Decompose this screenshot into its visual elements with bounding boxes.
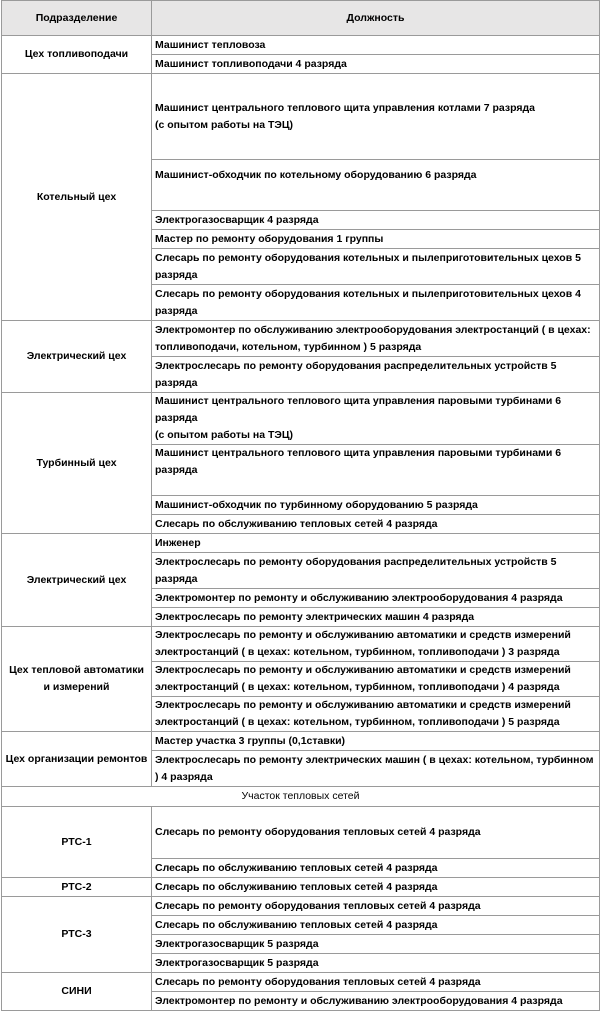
position-cell: Машинист центрального теплового щита управления паровыми турбинами 6 разряда (с опытом работы на ТЭЦ) — [152, 393, 600, 445]
department-cell: Турбинный цех — [2, 393, 152, 534]
department-cell: Электрический цех — [2, 534, 152, 627]
position-cell: Машинист тепловоза — [152, 36, 600, 55]
department-cell: Цех топливоподачи — [2, 36, 152, 74]
department-cell: Цех организации ремонтов — [2, 732, 152, 787]
position-cell: Слесарь по ремонту оборудования котельных и пылеприготовительных цехов 5 разряда — [152, 249, 600, 285]
position-cell: Слесарь по обслуживанию тепловых сетей 4 разряда — [152, 515, 600, 534]
table-row — [2, 74, 600, 160]
table-row — [2, 393, 600, 445]
position-cell: Инженер — [152, 534, 600, 553]
table-row — [2, 36, 600, 55]
position-cell: Электрогазосварщик 5 разряда — [152, 935, 600, 954]
position-cell: Машинист центрального теплового щита управления паровыми турбинами 6 разряда — [152, 445, 600, 496]
position-cell: Слесарь по ремонту оборудования котельных и пылеприготовительных цехов 4 разряда — [152, 285, 600, 321]
position-cell: Электрослесарь по ремонту электрических машин 4 разряда — [152, 608, 600, 627]
position-cell: Слесарь по обслуживанию тепловых сетей 4 разряда — [152, 878, 600, 897]
header-department: Подразделение — [2, 1, 152, 36]
department-cell: РТС-3 — [2, 897, 152, 973]
table-row — [2, 807, 600, 859]
position-cell: Машинист-обходчик по котельному оборудованию 6 разряда — [152, 160, 600, 211]
table-row — [2, 732, 600, 751]
table-row — [2, 321, 600, 357]
position-cell: Машинист топливоподачи 4 разряда — [152, 55, 600, 74]
position-cell: Слесарь по обслуживанию тепловых сетей 4 разряда — [152, 916, 600, 935]
position-cell: Слесарь по ремонту оборудования тепловых сетей 4 разряда — [152, 897, 600, 916]
table-row — [2, 534, 600, 553]
department-cell: Цех тепловой автоматики и измерений — [2, 627, 152, 732]
department-cell: РТС-2 — [2, 878, 152, 897]
position-cell: Электрослесарь по ремонту и обслуживанию автоматики и средств измерений электростанций ( в цехах: котельном, турбинном, топливоподачи ) 5 разряда — [152, 697, 600, 732]
position-cell: Электрослесарь по ремонту оборудования распределительных устройств 5 разряда — [152, 357, 600, 393]
position-cell: Мастер по ремонту оборудования 1 группы — [152, 230, 600, 249]
position-cell: Слесарь по обслуживанию тепловых сетей 4 разряда — [152, 859, 600, 878]
department-cell: Котельный цех — [2, 74, 152, 321]
position-cell: Электрогазосварщик 4 разряда — [152, 211, 600, 230]
position-cell: Электрослесарь по ремонту электрических машин ( в цехах: котельном, турбинном ) 4 разряда — [152, 751, 600, 787]
section-row — [2, 787, 600, 807]
section-heading: Участок тепловых сетей — [2, 787, 600, 807]
position-cell: Электрослесарь по ремонту и обслуживанию автоматики и средств измерений электростанций ( в цехах: котельном, турбинном, топливоподачи ) 3 разряда — [152, 627, 600, 662]
position-cell: Слесарь по ремонту оборудования тепловых сетей 4 разряда — [152, 973, 600, 992]
position-cell: Электромонтер по ремонту и обслуживанию электрооборудования 4 разряда — [152, 589, 600, 608]
header-position: Должность — [152, 1, 600, 36]
position-cell: Электрослесарь по ремонту и обслуживанию автоматики и средств измерений электростанций ( в цехах: котельном, турбинном, топливоподачи ) 4 разряда — [152, 662, 600, 697]
position-cell: Электромонтер по ремонту и обслуживанию электрооборудования 4 разряда — [152, 992, 600, 1011]
department-cell: СИНИ — [2, 973, 152, 1011]
table-row — [2, 973, 600, 992]
position-cell: Слесарь по ремонту оборудования тепловых сетей 4 разряда — [152, 807, 600, 859]
position-cell: Машинист-обходчик по турбинному оборудованию 5 разряда — [152, 496, 600, 515]
header-row — [2, 1, 600, 36]
position-cell: Электромонтер по обслуживанию электрооборудования электростанций ( в цехах: топливоподачи, котельном, турбинном ) 5 разряда — [152, 321, 600, 357]
position-cell: Электрогазосварщик 5 разряда — [152, 954, 600, 973]
table-row — [2, 627, 600, 662]
position-cell: Электрослесарь по ремонту оборудования распределительных устройств 5 разряда — [152, 553, 600, 589]
table-row — [2, 878, 600, 897]
staffing-table — [1, 0, 600, 1011]
department-cell: РТС-1 — [2, 807, 152, 878]
position-cell: Мастер участка 3 группы (0,1ставки) — [152, 732, 600, 751]
position-cell: Машинист центрального теплового щита управления котлами 7 разряда (с опытом работы на ТЭЦ) — [152, 74, 600, 160]
table-row — [2, 897, 600, 916]
department-cell: Электрический цех — [2, 321, 152, 393]
